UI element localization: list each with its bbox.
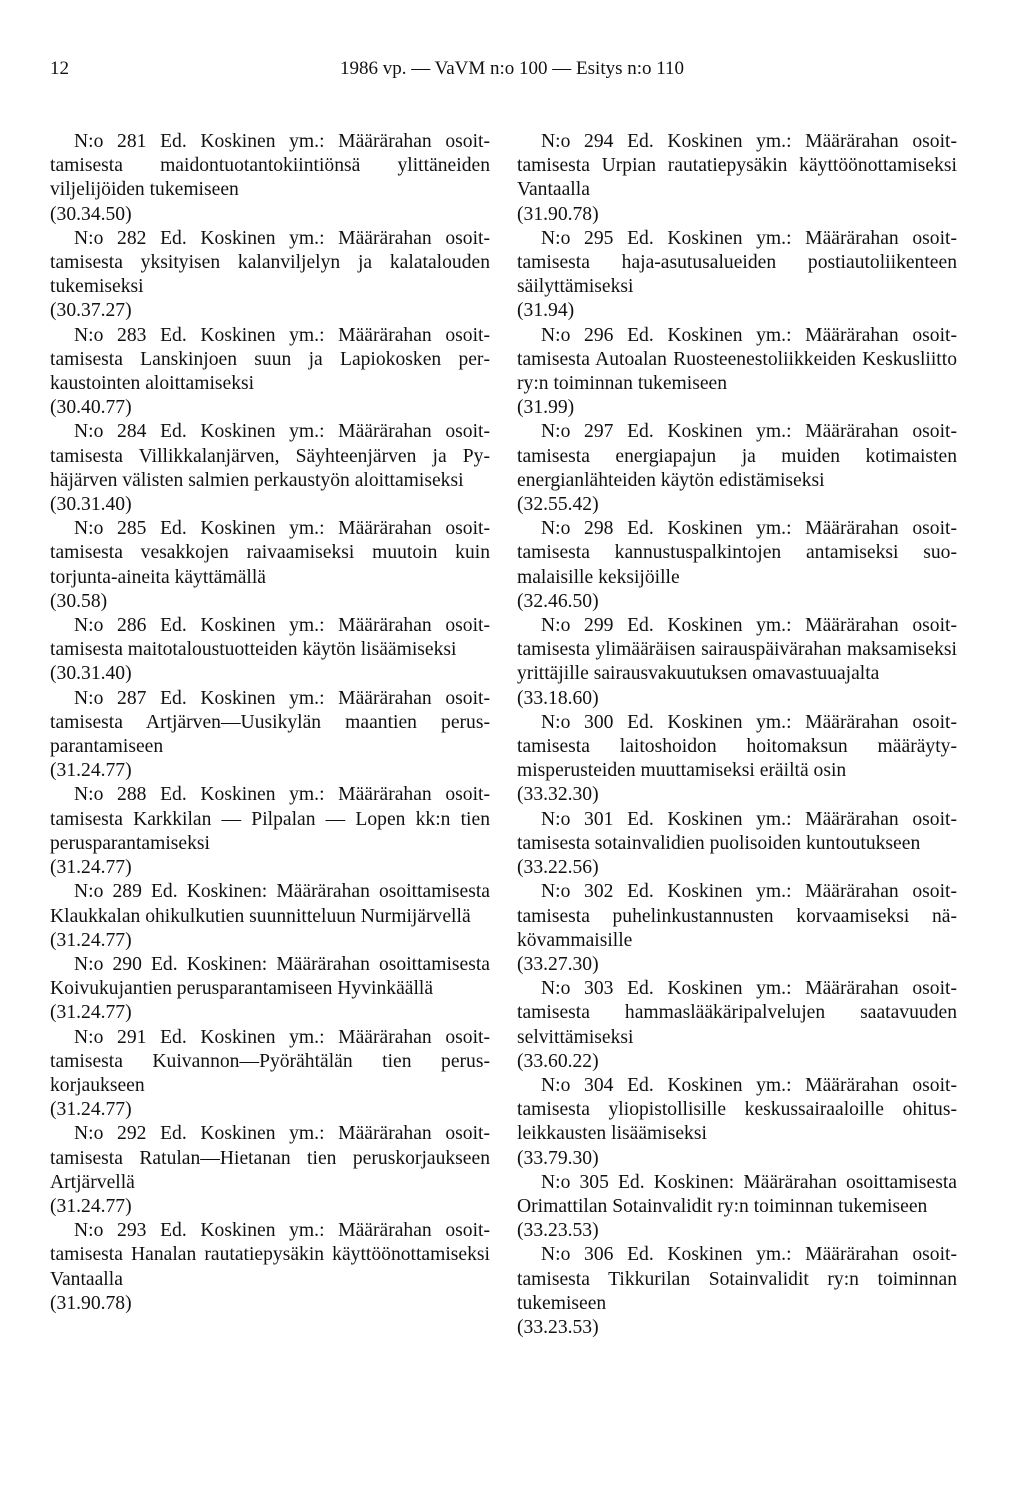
budget-reference: (33.23.53) [517,1220,599,1242]
list-item [50,783,490,880]
budget-reference: (31.24.77) [50,857,132,879]
motion-text: N:o 306 Ed. Koskinen ym.: Määrärahan osoittamisesta Tikkurilan Sotainvalidit ry:n toiminnan tukemiseen [517,1244,957,1314]
budget-reference: (30.34.50) [50,203,132,225]
motion-text: N:o 289 Ed. Koskinen: Määrärahan osoittamisesta Klaukkalan ohikulkutien suunnitteluun Nurmijärvellä [50,881,490,927]
motion-text: N:o 296 Ed. Koskinen ym.: Määrärahan osoittamisesta Autoalan Ruosteenestoliikkeiden Keskusliitto ry:n toiminnan tukemiseen [517,324,957,395]
list-item [50,953,490,1026]
left-column [50,130,490,1316]
list-item [50,687,490,784]
motion-text: N:o 282 Ed. Koskinen ym.: Määrärahan osoittamisesta yksityisen kalanviljelyn ja kalatalouden tukemiseksi [50,227,490,298]
budget-reference: (33.23.53) [517,1316,599,1338]
budget-reference: (33.32.30) [517,784,599,806]
list-item [517,1243,957,1340]
motion-text: N:o 291 Ed. Koskinen ym.: Määrärahan osoittamisesta Kuivannon—Pyörähtälän tien peruskorjaukseen [50,1026,490,1096]
list-item [50,1122,490,1219]
list-item [517,130,957,227]
budget-reference: (31.99) [517,397,575,419]
motion-text: N:o 292 Ed. Koskinen ym.: Määrärahan osoittamisesta Ratulan—Hietanan tien peruskorjaukseen Artjärvellä [50,1123,490,1193]
motion-text: N:o 302 Ed. Koskinen ym.: Määrärahan osoittamisesta puhelinkustannusten korvaamiseksi näkövammaisille [517,881,957,951]
list-item [517,808,957,881]
budget-reference: (32.46.50) [517,590,599,612]
list-item [517,1074,957,1171]
motion-text: N:o 299 Ed. Koskinen ym.: Määrärahan osoittamisesta ylimääräisen sairauspäivärahan maksamiseksi yrittäjille sairausvakuutuksen omavastuuajalta [517,615,957,685]
list-item [517,977,957,1074]
page-header [50,58,974,88]
list-item [50,1026,490,1123]
page-number: 12 [50,58,69,79]
budget-reference: (30.37.27) [50,300,132,322]
budget-reference: (31.90.78) [50,1292,132,1314]
budget-reference: (30.58) [50,590,108,612]
motion-text: N:o 305 Ed. Koskinen: Määrärahan osoittamisesta Orimattilan Sotainvalidit ry:n toiminnan tukemiseen [517,1171,957,1217]
budget-reference: (31.24.77) [50,760,132,782]
list-item [517,324,957,421]
motion-text: N:o 297 Ed. Koskinen ym.: Määrärahan osoittamisesta energiapajun ja muiden kotimaisten energianlähteiden käytön edistämiseksi [517,421,957,491]
budget-reference: (33.60.22) [517,1050,599,1072]
motion-text: N:o 283 Ed. Koskinen ym.: Määrärahan osoittamisesta Lanskinjoen suun ja Lapiokosken perkaustointen aloittamiseksi [50,324,490,395]
motion-text: N:o 304 Ed. Koskinen ym.: Määrärahan osoittamisesta yliopistollisille keskussairaaloille ohitusleikkausten lisäämiseksi [517,1074,957,1145]
motion-text: N:o 290 Ed. Koskinen: Määrärahan osoittamisesta Koivukujantien perusparantamiseen Hyvinkäällä [50,953,490,1000]
budget-reference: (31.24.77) [50,1002,132,1024]
motion-text: N:o 298 Ed. Koskinen ym.: Määrärahan osoittamisesta kannustuspalkintojen antamiseksi suomalaisille keksijöille [517,518,957,588]
list-item [517,227,957,324]
list-item [50,880,490,953]
list-item [50,420,490,517]
list-item [517,880,957,977]
list-item [50,517,490,614]
budget-reference: (31.24.77) [50,1195,132,1217]
motion-text: N:o 293 Ed. Koskinen ym.: Määrärahan osoittamisesta Hanalan rautatiepysäkin käyttöönottamiseksi Vantaalla [50,1220,490,1290]
motion-text: N:o 288 Ed. Koskinen ym.: Määrärahan osoittamisesta Karkkilan — Pilpalan — Lopen kk:n tien perusparantamiseksi [50,784,490,854]
list-item [50,324,490,421]
motion-text: N:o 294 Ed. Koskinen ym.: Määrärahan osoittamisesta Urpian rautatiepysäkin käyttöönottamiseksi Vantaalla [517,131,957,201]
budget-reference: (31.90.78) [517,203,599,225]
budget-reference: (30.31.40) [50,663,132,685]
list-item [517,1171,957,1244]
list-item [517,517,957,614]
budget-reference: (33.27.30) [517,953,599,975]
motion-text: N:o 285 Ed. Koskinen ym.: Määrärahan osoittamisesta vesakkojen raivaamiseksi muutoin kuin torjunta-aineita käyttämällä [50,518,490,588]
list-item [50,1219,490,1316]
motion-text: N:o 303 Ed. Koskinen ym.: Määrärahan osoittamisesta hammaslääkäripalvelujen saatavuuden selvittämiseksi [517,978,957,1048]
list-item [50,227,490,324]
list-item [517,420,957,517]
budget-reference: (33.22.56) [517,857,599,879]
motion-text: N:o 300 Ed. Koskinen ym.: Määrärahan osoittamisesta laitoshoidon hoitomaksun määräytymisperusteiden muuttamiseksi eräiltä osin [517,711,957,782]
motion-text: N:o 301 Ed. Koskinen ym.: Määrärahan osoittamisesta sotainvalidien puolisoiden kuntoutukseen [517,808,957,854]
budget-reference: (32.55.42) [517,494,599,516]
motion-text: N:o 287 Ed. Koskinen ym.: Määrärahan osoittamisesta Artjärven—Uusikylän maantien perusparantamiseen [50,687,490,758]
list-item [517,614,957,711]
list-item [517,711,957,808]
budget-reference: (33.18.60) [517,687,599,709]
motion-text: N:o 284 Ed. Koskinen ym.: Määrärahan osoittamisesta Villikkalanjärven, Säyhteenjärven ja Pyhäjärven välisten salmien perkaustyön aloittamiseksi [50,421,490,491]
budget-reference: (31.94) [517,300,575,322]
motion-text: N:o 281 Ed. Koskinen ym.: Määrärahan osoittamisesta maidontuotantokiintiönsä ylittäneiden viljelijöiden tukemiseen [50,131,490,201]
motion-text: N:o 286 Ed. Koskinen ym.: Määrärahan osoittamisesta maitotaloustuotteiden käytön lisäämiseksi [50,615,490,661]
motion-text: N:o 295 Ed. Koskinen ym.: Määrärahan osoittamisesta haja-asutusalueiden postiautoliikenteen säilyttämiseksi [517,227,957,298]
running-title: 1986 vp. — VaVM n:o 100 — Esitys n:o 110 [339,58,685,79]
right-column [517,130,957,1340]
list-item [50,130,490,227]
budget-reference: (31.24.77) [50,929,132,951]
list-item [50,614,490,687]
budget-reference: (30.31.40) [50,494,132,516]
budget-reference: (30.40.77) [50,397,132,419]
budget-reference: (33.79.30) [517,1147,599,1169]
budget-reference: (31.24.77) [50,1099,132,1121]
